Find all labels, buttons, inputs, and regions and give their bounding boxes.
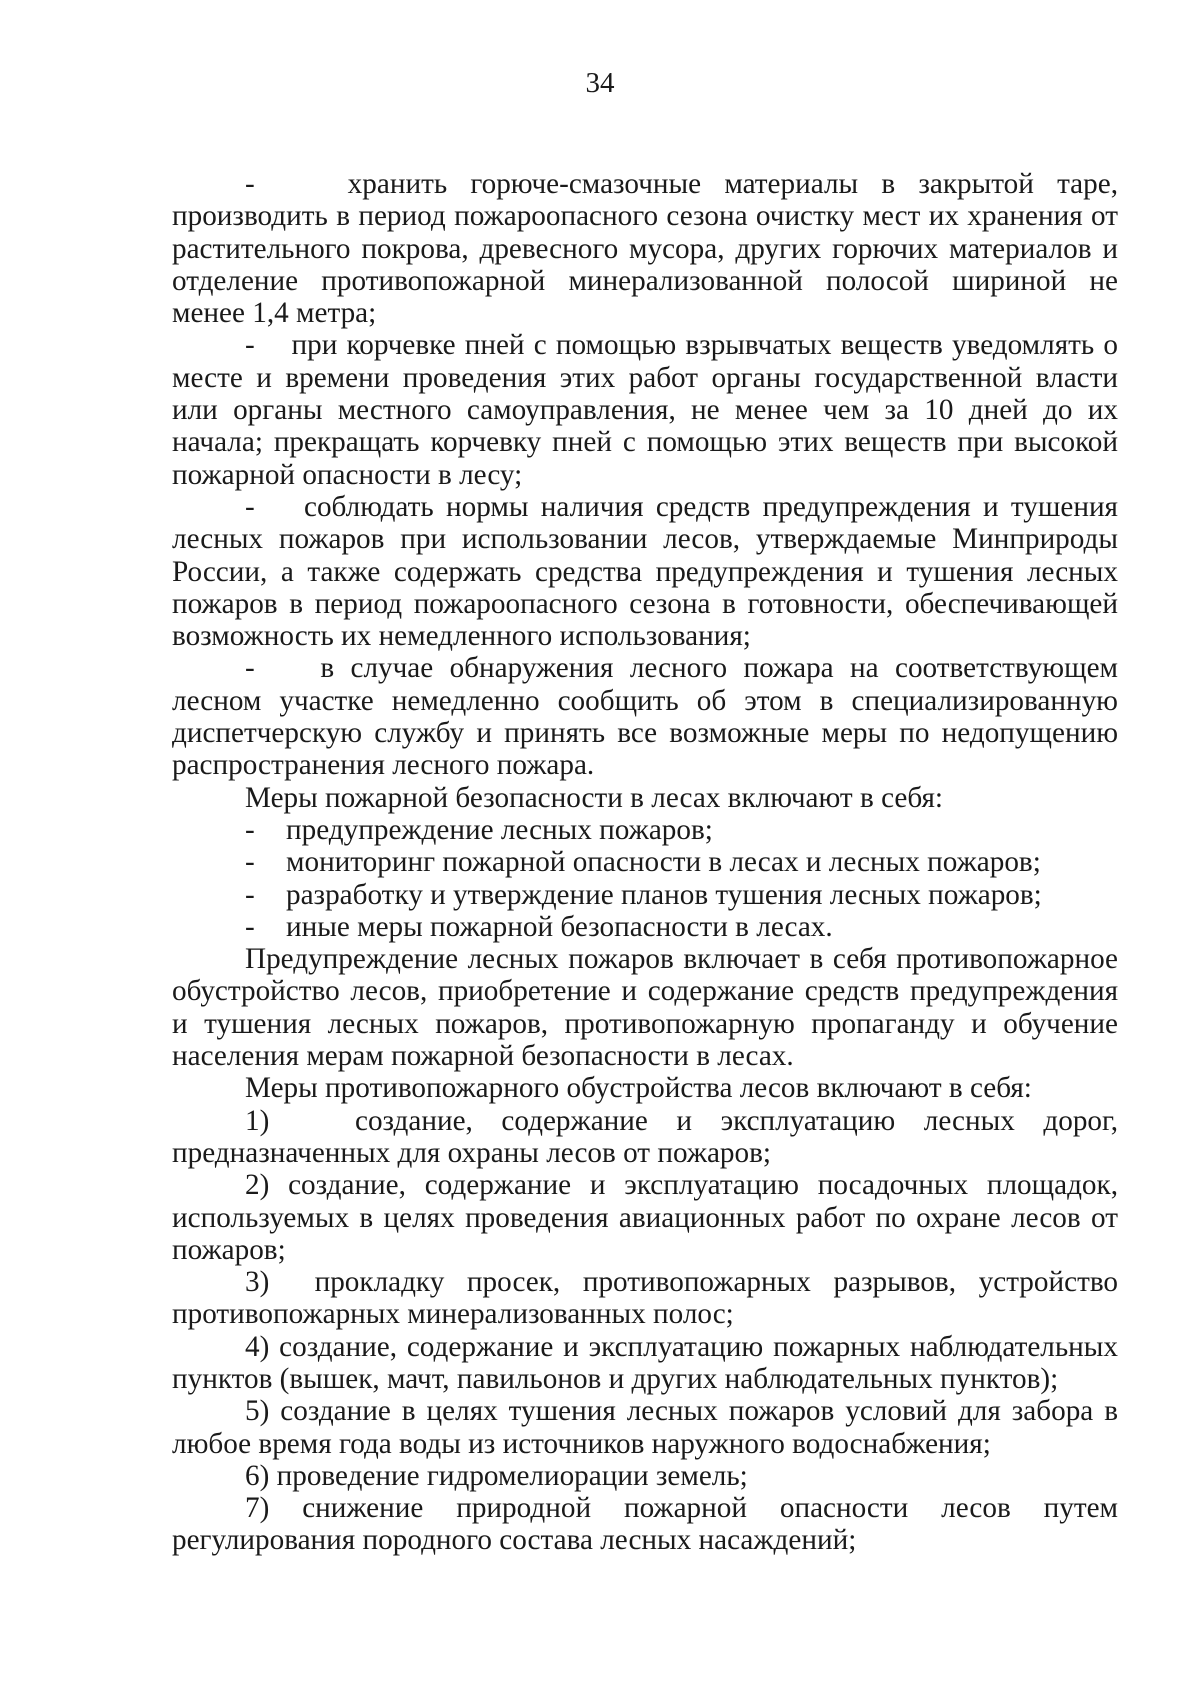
- numbered-item-2: 2) создание, содержание и эксплуатацию посадочных площадок, используемых в целях проведения авиационных работ по охране лесов от пожаров;: [172, 1169, 1118, 1266]
- paragraph-fire-detection: - в случае обнаружения лесного пожара на соответствующем лесном участке немедленно сообщить об этом в специализированную диспетчерскую службу и принять все возможные меры по недопущению распространения лесного пожара.: [172, 652, 1118, 782]
- list-item-text: предупреждение лесных пожаров;: [286, 813, 713, 846]
- numbered-item-7: 7) снижение природной пожарной опасности лесов путем регулирования породного состава лесных насаждений;: [172, 1492, 1118, 1557]
- list-dash: -: [245, 813, 255, 846]
- numbered-item-4: 4) создание, содержание и эксплуатацию пожарных наблюдательных пунктов (вышек, мачт, павильонов и других наблюдательных пунктов);: [172, 1330, 1118, 1395]
- list-item: [172, 879, 1118, 911]
- paragraph-gsm-storage: - хранить горюче-смазочные материалы в закрытой таре, производить в период пожароопасного сезона очистку мест их хранения от растительного покрова, древесного мусора, других горючих материалов и отделение противопожарной минерализованной полосой шириной не менее 1,4 метра;: [172, 168, 1118, 330]
- list-item: [172, 911, 1118, 943]
- page-number: 34: [585, 67, 615, 99]
- numbered-item-1: 1) создание, содержание и эксплуатацию лесных дорог, предназначенных для охраны лесов от пожаров;: [172, 1104, 1118, 1169]
- paragraph-prevention-means: - соблюдать нормы наличия средств предупреждения и тушения лесных пожаров при использовании лесов, утверждаемые Минприроды России, а также содержать средства предупреждения и тушения лесных пожаров в период пожароопасного сезона в готовности, обеспечивающей возможность их немедленного использования;: [172, 490, 1118, 653]
- list-item-text: мониторинг пожарной опасности в лесах и лесных пожаров;: [286, 846, 1041, 879]
- paragraph-prevention-definition: Предупреждение лесных пожаров включает в себя противопожарное обустройство лесов, приобретение и содержание средств предупреждения и тушения лесных пожаров, противопожарную пропаганду и обучение населения мерам пожарной безопасности в лесах.: [172, 943, 1118, 1073]
- list-item-text: иные меры пожарной безопасности в лесах.: [286, 910, 833, 943]
- list-item: [172, 814, 1118, 846]
- list-dash: -: [245, 878, 255, 911]
- numbered-item-6: 6) проведение гидромелиорации земель;: [245, 1459, 748, 1492]
- paragraph-measures-intro: Меры пожарной безопасности в лесах включают в себя:: [245, 781, 943, 814]
- document-body: [172, 168, 1118, 1557]
- list-dash: -: [245, 846, 255, 879]
- numbered-item-3: 3) прокладку просек, противопожарных разрывов, устройство противопожарных минерализованных полос;: [172, 1266, 1118, 1331]
- paragraph-stump-removal: - при корчевке пней с помощью взрывчатых веществ уведомлять о месте и времени проведения этих работ органы государственной власти или органы местного самоуправления, не менее чем за 10 дней до их начала; прекращать корчевку пней с помощью этих веществ при высокой пожарной опасности в лесу;: [172, 329, 1118, 491]
- paragraph-arrangement-intro: Меры противопожарного обустройства лесов включают в себя:: [245, 1072, 1032, 1105]
- numbered-item-5: 5) создание в целях тушения лесных пожаров условий для забора в любое время года воды из источников наружного водоснабжения;: [172, 1395, 1118, 1460]
- list-item-text: разработку и утверждение планов тушения лесных пожаров;: [286, 878, 1042, 911]
- list-dash: -: [245, 910, 255, 943]
- list-item: [172, 846, 1118, 878]
